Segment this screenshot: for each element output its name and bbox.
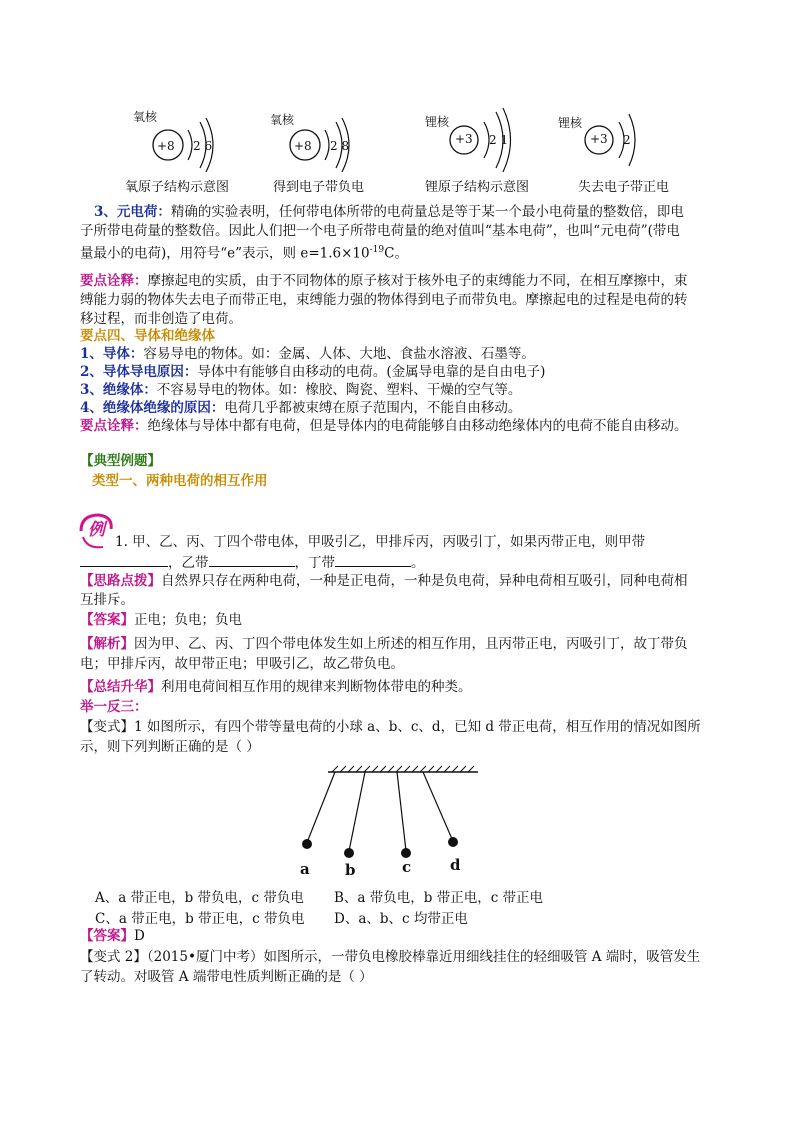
ball-label: b [345, 861, 356, 879]
charge-text: 量最小的电荷)，用符号“e”表示，则 e=1.6×10 [80, 245, 370, 262]
answer-label: 【答案】 [80, 928, 134, 944]
variant-2-line-1: 【变式 2】（2015•厦门中考）如图所示，一带负电橡胶棒靠近用细线挂住的轻细吸管 A 端时，吸管发生 [80, 949, 701, 965]
section4-item [80, 381, 720, 400]
section4-title: 要点四、导体和绝缘体 [80, 328, 215, 344]
item-key: 2、导体导电原因： [80, 364, 198, 380]
nucleus-charge: +8 [157, 139, 175, 153]
atom-caption: 失去电子带正电 [578, 180, 670, 195]
question-1-line-1: 1. 甲、乙、丙、丁四个带电体，甲吸引乙，甲排斥丙，丙吸引丁，如果丙带正电，则甲带 [115, 534, 646, 550]
note-text: 摩擦起电的实质，由于不同物体的原子核对于核外电子的束缚能力不同，在相互摩擦中，束 [147, 273, 688, 289]
charge-line-2: 子所带电荷量的整数倍。因此人们把一个电子所带电荷量的绝对值叫“基本电荷”，也叫“元电荷”(带电 [80, 223, 680, 239]
item-key: 1、导体： [80, 346, 144, 362]
answer-line [80, 611, 720, 630]
type1-title: 类型一、两种电荷的相互作用 [92, 473, 268, 489]
note1-line-1 [80, 272, 720, 291]
hint-text: 自然界只存在两种电荷，一种是正电荷，一种是负电荷，异种电荷相互吸引，同种电荷相 [161, 573, 688, 589]
ball-label: d [450, 856, 461, 874]
analysis-text: 因为甲、乙、丙、丁四个带电体发生如上所述的相互作用，且丙带正电，丙吸引丁，故丁带负 [134, 636, 688, 652]
atom-caption: 锂原子结构示意图 [425, 180, 530, 195]
note-text: 绝缘体与导体中都有电荷，但是导体内的电荷能够自由移动绝缘体内的电荷不能自由移动。 [147, 418, 688, 434]
item-value: 不容易导电的物体。如：橡胶、陶瓷、塑料、干燥的空气等。 [156, 382, 522, 398]
section4-note [80, 417, 720, 436]
note-label: 要点诠释： [80, 273, 148, 289]
analysis-label: 【解析】 [80, 636, 134, 652]
charge-unit: C。 [384, 245, 408, 262]
item-key: 3、绝缘体： [80, 382, 157, 398]
ball-a [302, 839, 312, 849]
charge-title: 3、元电荷： [94, 204, 171, 220]
atom-label: 氧核 [133, 110, 158, 124]
shell-electrons: 2 8 [330, 139, 350, 153]
option-b[interactable]: B、a 带负电，b 带正电，c 带正电 [334, 890, 544, 906]
atom-label: 锂核 [558, 116, 583, 130]
analysis-line-2: 电；甲排斥丙，故甲带正电；甲吸引乙，故乙带负电。 [80, 656, 404, 672]
summary-label: 【总结升华】 [80, 679, 161, 695]
option-d[interactable]: D、a、b、c 均带正电 [334, 911, 468, 927]
atom-caption: 氧原子结构示意图 [125, 180, 230, 195]
note-label: 要点诠释： [80, 418, 148, 434]
ball-label: a [300, 860, 310, 878]
answer-label: 【答案】 [80, 612, 134, 628]
hint-line-2: 互排斥。 [80, 592, 134, 608]
charge-line-1 [80, 203, 720, 222]
juyi-heading: 举一反三： [80, 699, 148, 715]
hint-label: 【思路点拨】 [80, 573, 161, 589]
item-value: 电荷几乎都被束缚在原子范围内，不能自由移动。 [224, 400, 522, 416]
section4-item [80, 345, 720, 364]
section4-item [80, 363, 720, 382]
answer-blank[interactable] [80, 552, 168, 567]
answer-text: D [134, 928, 145, 944]
variant-1-line-1: 【变式】1 如图所示，有四个带等量电荷的小球 a、b、c、d，已知 d 带正电荷，相互作用的情况如图所 [80, 719, 701, 735]
nucleus-charge: +3 [590, 132, 608, 146]
atom-label: 氧核 [270, 113, 295, 127]
item-key: 4、绝缘体绝缘的原因： [80, 400, 225, 416]
charge-line-3 [80, 241, 720, 264]
ball-label: c [402, 858, 412, 876]
analysis-line-1 [80, 635, 720, 654]
answer-blank[interactable] [335, 552, 411, 567]
example-badge [79, 513, 111, 545]
atom-diagrams [0, 100, 794, 200]
question-1-line-2 [80, 552, 720, 573]
section4-item [80, 399, 720, 418]
shell-electrons: 2 6 [193, 139, 213, 153]
summary-text: 利用电荷间相互作用的规律来判断物体带电的种类。 [161, 679, 472, 695]
note1-line-2: 缚能力弱的物体失去电子而带正电，束缚能力强的物体得到电子而带负电。摩擦起电的过程是电荷的转 [80, 292, 688, 308]
pendulum-figure [290, 760, 510, 880]
answer-blank[interactable] [209, 552, 295, 567]
examples-header: 【典型例题】 [80, 453, 161, 469]
question-text: ，丁带 [294, 555, 335, 571]
question-text: 。 [411, 555, 425, 571]
nucleus-charge: +3 [455, 132, 473, 146]
badge-text: 例 [88, 520, 105, 540]
variant-2-line-2: 了转动。对吸管 A 端带电性质判断正确的是（ ） [80, 969, 373, 985]
question-text: ，乙带 [168, 555, 209, 571]
hint-line-1 [80, 572, 720, 591]
option-c[interactable]: C、a 带正电，b 带正电，c 带负电 [95, 911, 305, 927]
shell-electrons: 2 1 [489, 133, 509, 147]
atom-label: 锂核 [425, 115, 450, 129]
charge-exponent: -19 [369, 245, 385, 255]
nucleus-charge: +8 [294, 139, 312, 153]
answer-text: 正电；负电；负电 [134, 612, 242, 628]
ball-d [448, 837, 458, 847]
shell-electrons: 2 [623, 133, 631, 147]
charge-text: 精确的实验表明，任何带电体所带的电荷量总是等于某一个最小电荷量的整数倍，即电 [170, 204, 684, 220]
variant-1-line-2: 示，则下列判断正确的是（ ） [80, 739, 260, 755]
summary-line [80, 678, 720, 697]
note1-line-3: 移过程，而非创造了电荷。 [80, 311, 242, 327]
atom-caption: 得到电子带负电 [273, 180, 365, 195]
item-value: 容易导电的物体。如：金属、人体、大地、食盐水溶液、石墨等。 [143, 346, 535, 362]
variant-1-answer [80, 927, 720, 946]
item-value: 导体中有能够自由移动的电荷。(金属导电靠的是自由电子) [197, 364, 546, 380]
ball-c [401, 848, 411, 858]
ball-b [344, 848, 354, 858]
option-a[interactable]: A、a 带正电，b 带负电，c 带负电 [95, 890, 304, 906]
